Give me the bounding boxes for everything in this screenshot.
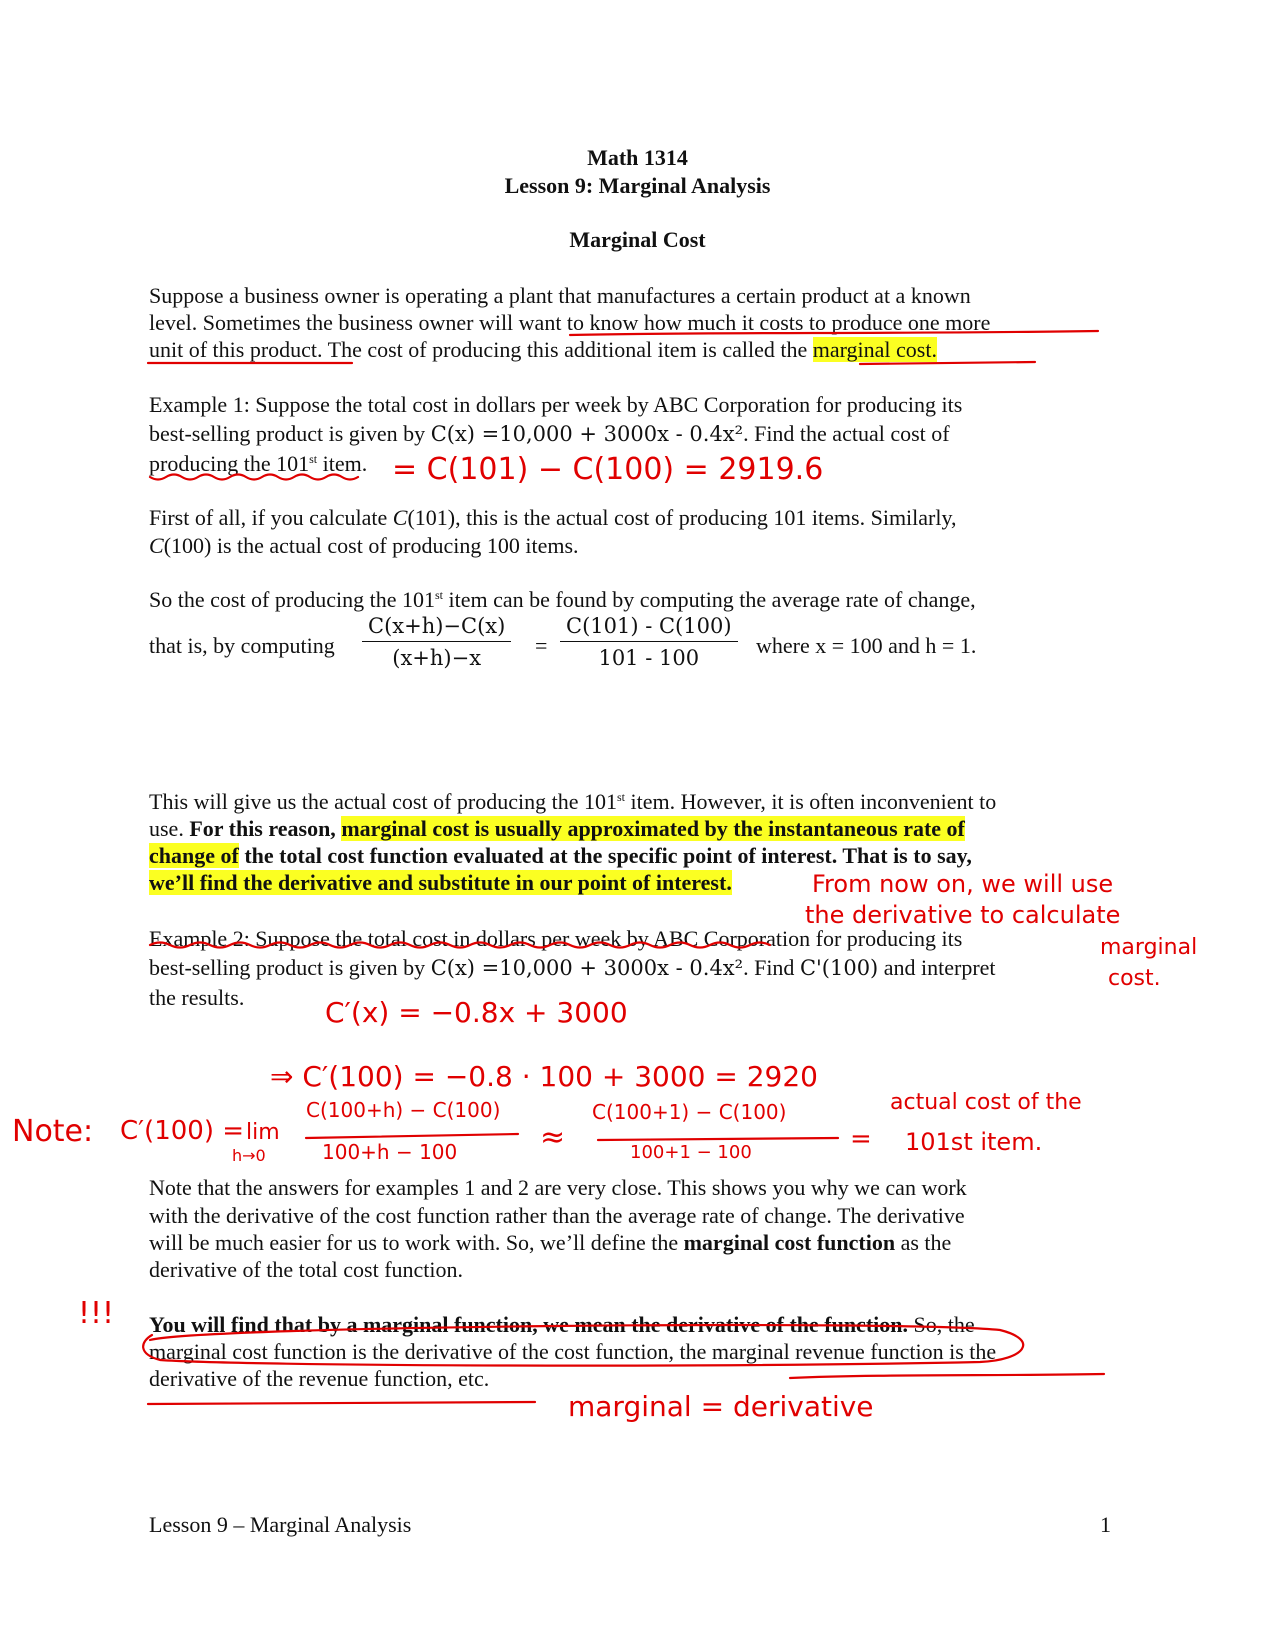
- example2-line-3: the results.: [149, 985, 245, 1010]
- handwritten-approx: ≈: [540, 1120, 566, 1155]
- fraction-bar-2: [598, 1138, 838, 1140]
- para5-line-3: [149, 1229, 951, 1257]
- para3-tail: where x = 100 and h = 1.: [756, 633, 977, 658]
- handwritten-fraction-den-1: 100+h − 100: [322, 1140, 458, 1164]
- handwritten-note-label: Note:: [12, 1114, 94, 1149]
- average-rate-fraction: [560, 614, 738, 670]
- underline-para6-2: [790, 1374, 1104, 1378]
- para2-text: First of all, if you calculate: [149, 505, 393, 530]
- para4-line-1: [149, 788, 996, 816]
- handwritten-side-note-4: cost.: [1108, 966, 1161, 991]
- para3-text: So the cost of producing the 101: [149, 587, 435, 612]
- example1-text-4: item.: [317, 451, 368, 476]
- para3-lead: that is, by computing: [149, 633, 335, 658]
- example1-text-3: producing the 101: [149, 451, 310, 476]
- example1-text-2: . Find the actual cost of: [743, 421, 950, 446]
- derivative-at-100: C'(100): [799, 956, 879, 980]
- page-number: 1: [1100, 1512, 1111, 1537]
- example2-text: best-selling product is given by: [149, 955, 431, 980]
- para6-line-2: marginal cost function is the derivative of the cost function, the marginal revenue function is the: [149, 1339, 997, 1364]
- ordinal-suffix: st: [434, 588, 443, 602]
- section-title: Marginal Cost: [569, 227, 706, 252]
- intro-text: unit of this product. The cost of producing this additional item is called the: [149, 337, 813, 362]
- lesson-title: Lesson 9: Marginal Analysis: [504, 173, 771, 198]
- para4-highlight-3: we’ll find the derivative and substitute in our point of interest.: [149, 870, 732, 895]
- difference-quotient: [362, 614, 511, 670]
- para6-line-3: derivative of the revenue function, etc.: [149, 1366, 490, 1391]
- intro-line-2: level. Sometimes the business owner will want to know how much it costs to produce one more: [149, 310, 991, 335]
- para4-text-2: item. However, it is often inconvenient to: [625, 789, 997, 814]
- handwritten-fraction-num-2: C(100+1) − C(100): [592, 1100, 787, 1124]
- cost-function: C(x) =10,000 + 3000x - 0.4x²: [430, 956, 744, 980]
- handwritten-equals: =: [850, 1124, 872, 1154]
- equals-sign: =: [535, 633, 548, 658]
- para4-bold-2: the total cost function evaluated at the specific point of interest. That is to say,: [238, 843, 972, 868]
- handwritten-limit-sub: h→0: [232, 1146, 266, 1165]
- marginal-cost-function-term: marginal cost function: [683, 1230, 896, 1255]
- para4-highlight-2: change of: [149, 843, 239, 868]
- handwritten-side-note-1: From now on, we will use: [812, 870, 1114, 898]
- ordinal-suffix: st: [309, 452, 318, 466]
- para5-line-4: derivative of the total cost function.: [149, 1257, 464, 1282]
- para2-text-2: (101), this is the actual cost of producing 101 items. Similarly,: [407, 505, 957, 530]
- example1-line-1: Example 1: Suppose the total cost in dollars per week by ABC Corporation for producing its: [149, 392, 963, 417]
- example2-line-2: [149, 954, 996, 982]
- example2-text-2: . Find: [743, 955, 800, 980]
- handwritten-evaluation: ⇒ C′(100) = −0.8 · 100 + 3000 = 2920: [270, 1060, 818, 1093]
- ordinal-suffix: st: [617, 790, 626, 804]
- fraction-bar-1: [306, 1134, 518, 1138]
- intro-line-1: Suppose a business owner is operating a plant that manufactures a certain product at a known: [149, 283, 971, 308]
- fraction-denominator: 101 - 100: [598, 646, 700, 670]
- para6-text: So, the: [908, 1312, 975, 1337]
- handwritten-side-note-3: marginal: [1100, 935, 1198, 960]
- intro-line-3: [149, 336, 937, 364]
- para5-line-2: with the derivative of the cost function rather than the average rate of change. The derivative: [149, 1203, 965, 1228]
- course-title: Math 1314: [587, 145, 688, 170]
- fraction-denominator: (x+h)−x: [392, 646, 482, 670]
- para4-highlight: marginal cost is usually approximated by the instantaneous rate of: [341, 816, 965, 841]
- para4-bold: For this reason,: [189, 816, 342, 841]
- para2-line-1: [149, 504, 957, 532]
- fraction-numerator: C(101) - C(100): [560, 614, 738, 642]
- example1-line-3: [149, 450, 367, 478]
- para4-text-3: use.: [149, 816, 190, 841]
- para2-line-2: [149, 532, 579, 560]
- para4-text: This will give us the actual cost of producing the 101: [149, 789, 618, 814]
- marginal-function-definition: You will find that by a marginal function, we mean the derivative of the function.: [149, 1312, 908, 1337]
- underline-para6-3: [148, 1402, 535, 1404]
- para4-line-4: [149, 869, 732, 897]
- handwritten-actual-cost-2: 101st item.: [905, 1128, 1043, 1156]
- handwritten-example1-answer: = C(101) − C(100) = 2919.6: [392, 452, 824, 487]
- para3-line-1: [149, 586, 976, 614]
- example1-line-2: [149, 420, 950, 448]
- para4-line-2: [149, 815, 965, 843]
- handwritten-limit: lim: [246, 1120, 280, 1145]
- para3-text-2: item can be found by computing the average rate of change,: [442, 587, 976, 612]
- handwritten-fraction-num-1: C(100+h) − C(100): [306, 1098, 501, 1122]
- handwritten-exclamation: !!!: [78, 1296, 115, 1331]
- footer-lesson: Lesson 9 – Marginal Analysis: [149, 1512, 412, 1537]
- para2-text-3: (100) is the actual cost of producing 100 items.: [163, 533, 579, 558]
- example2-line-1: Example 2: Suppose the total cost in dollars per week by ABC Corporation for producing its: [149, 926, 963, 951]
- handwritten-side-note-2: the derivative to calculate: [805, 901, 1121, 929]
- para5-text-2: as the: [895, 1230, 952, 1255]
- var-c: C: [149, 533, 164, 558]
- handwritten-note-lhs: C′(100) =: [120, 1116, 245, 1146]
- para6-line-1: [149, 1311, 975, 1339]
- fraction-numerator: C(x+h)−C(x): [362, 614, 511, 642]
- marginal-cost-highlight: marginal cost.: [812, 337, 937, 362]
- example2-text-3: and interpret: [878, 955, 996, 980]
- para4-line-3: [149, 842, 972, 870]
- cost-function: C(x) =10,000 + 3000x - 0.4x²: [430, 422, 744, 446]
- handwritten-marginal-equals-derivative: marginal = derivative: [568, 1390, 874, 1423]
- var-c: C: [392, 505, 408, 530]
- para5-text: will be much easier for us to work with. So, we’ll define the: [149, 1230, 684, 1255]
- example1-text: best-selling product is given by: [149, 421, 431, 446]
- handwritten-actual-cost-1: actual cost of the: [890, 1090, 1082, 1115]
- para5-line-1: Note that the answers for examples 1 and 2 are very close. This shows you why we can work: [149, 1175, 967, 1200]
- handwritten-fraction-den-2: 100+1 − 100: [630, 1142, 752, 1163]
- handwritten-derivative: C′(x) = −0.8x + 3000: [325, 996, 628, 1029]
